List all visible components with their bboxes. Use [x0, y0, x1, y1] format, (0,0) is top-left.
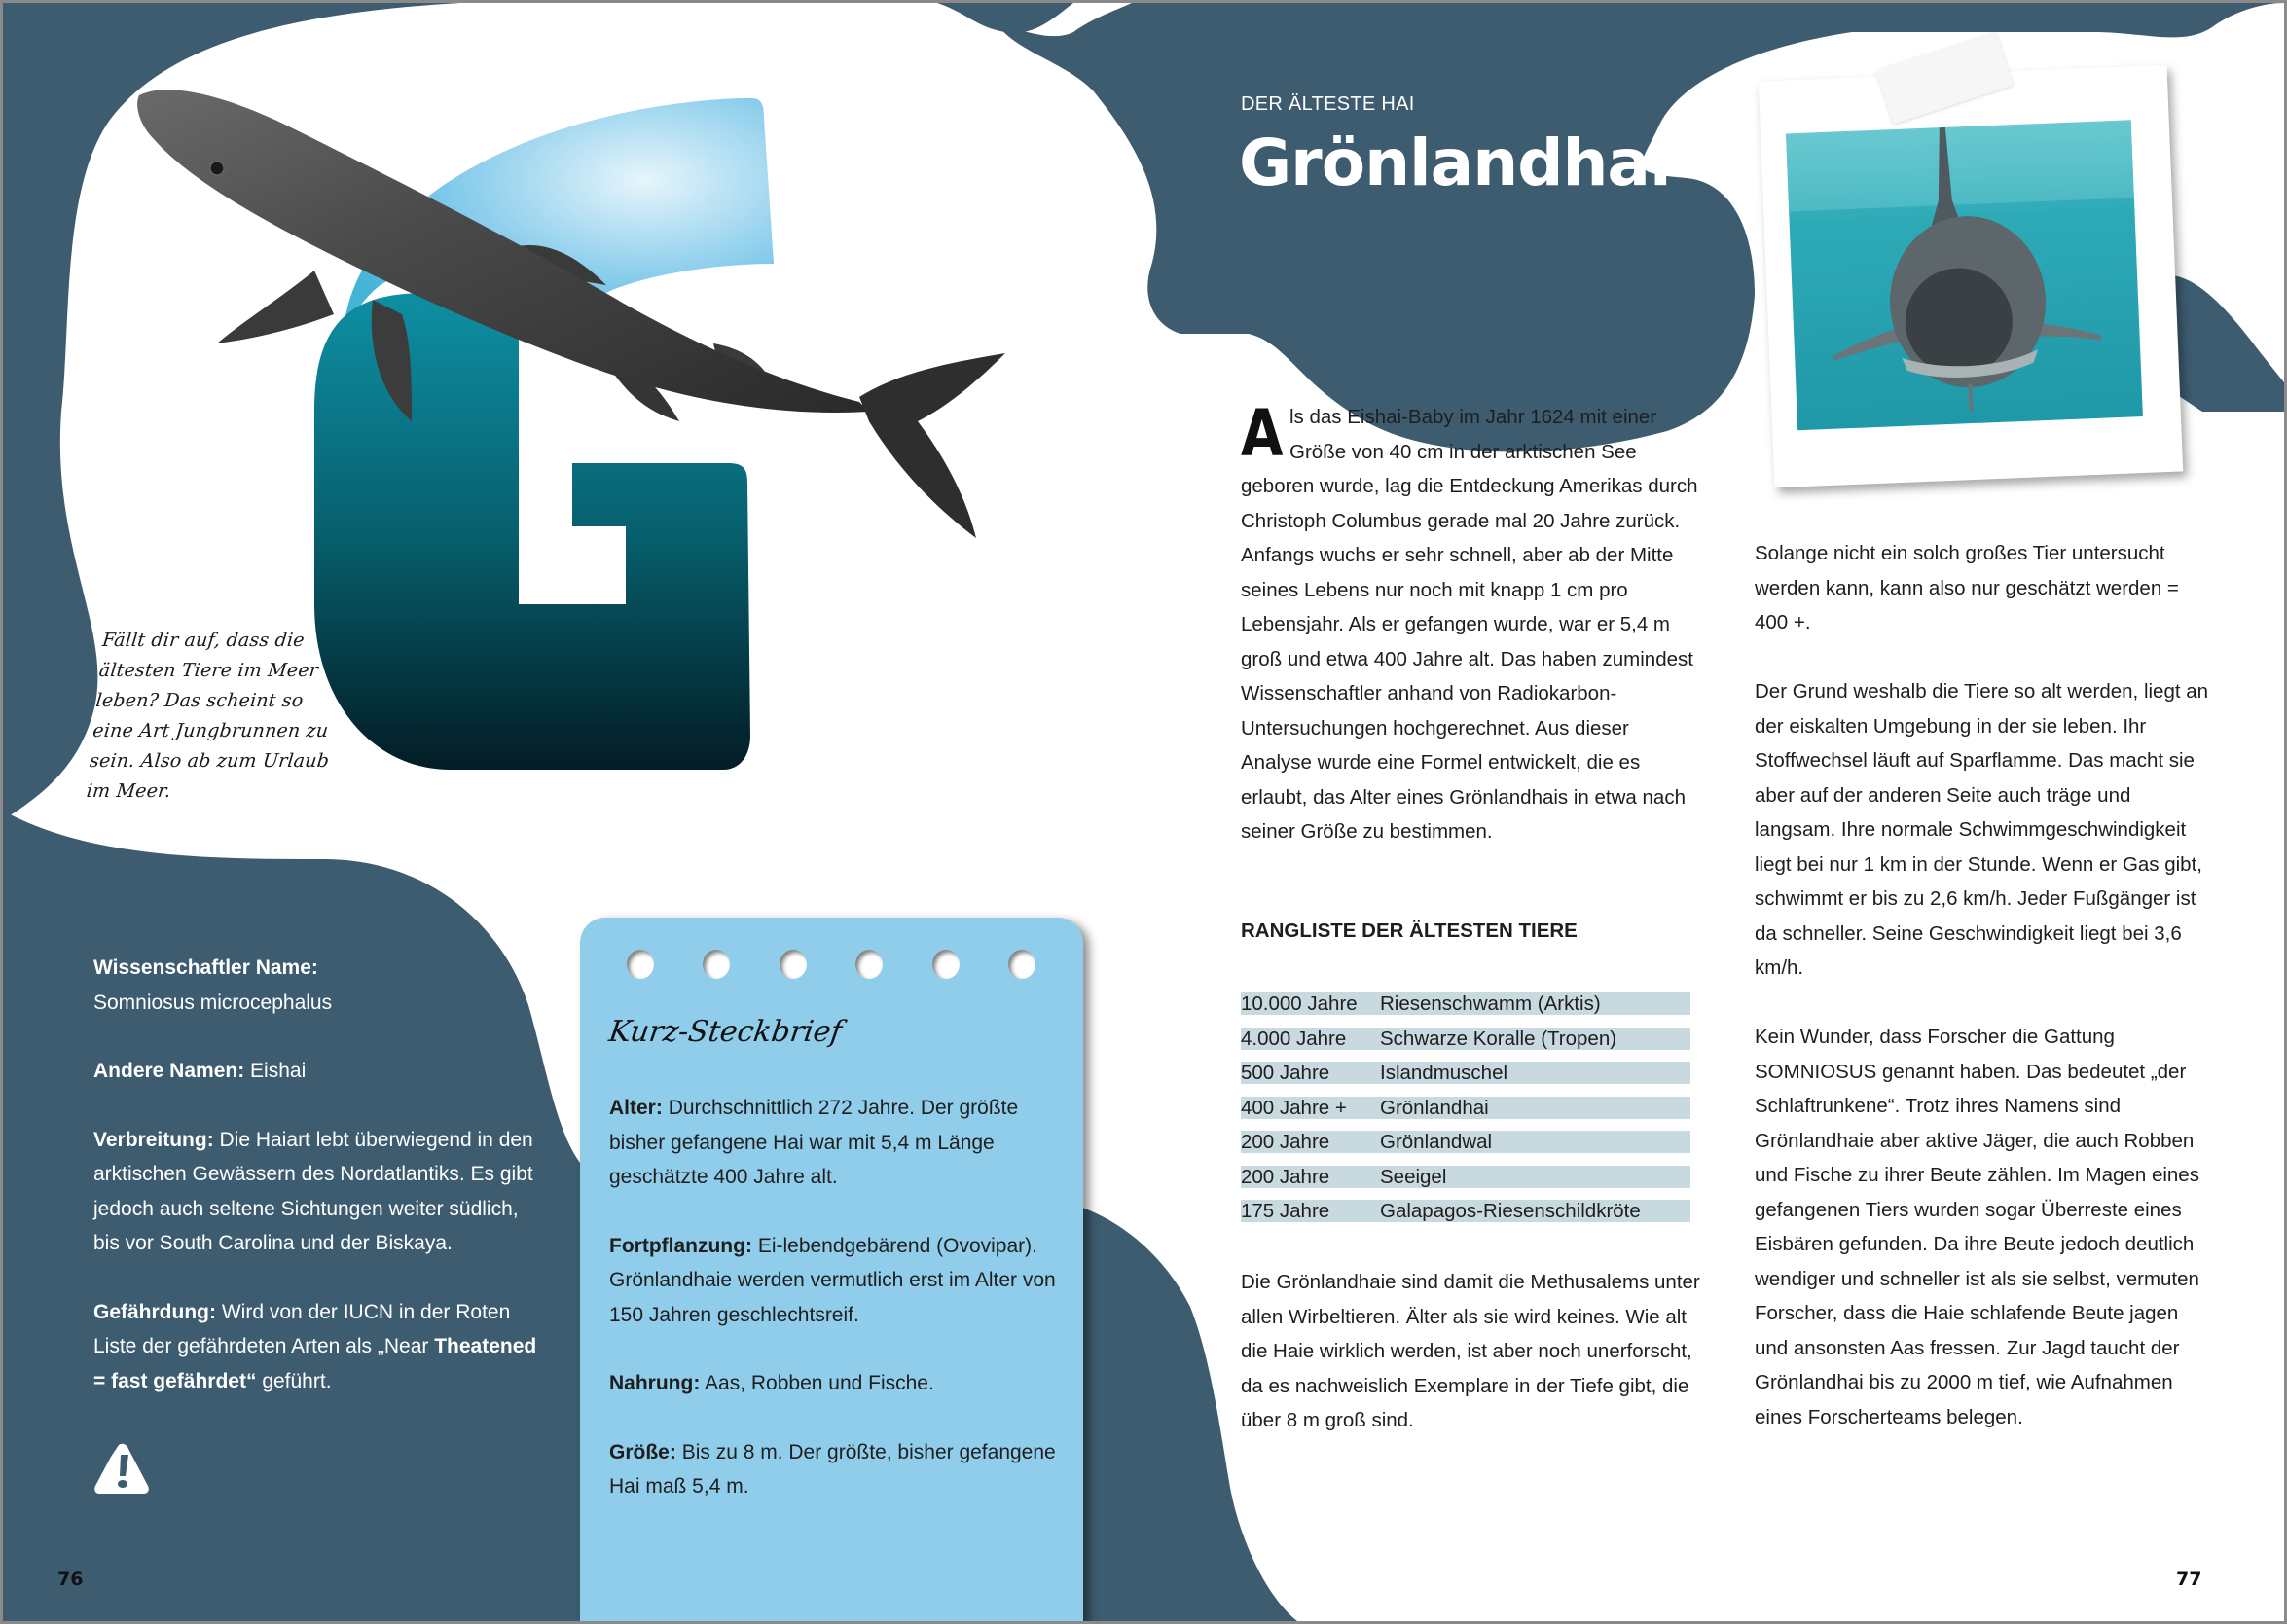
- article-column-1-outro: [1241, 1265, 1703, 1472]
- article-column-1: [1241, 396, 1703, 884]
- ranking-title: RANGLISTE DER ÄLTESTEN TIERE: [1241, 920, 1578, 942]
- shark-illustration: [120, 71, 1093, 616]
- info-distribution: Verbreitung: Die Haiart lebt überwiegend in den arktischen Gewässern des Nordatlantiks. Es gibt jedoch auch seltene Sichtungen weiter südlich, bis vor South Carolina und der Biskaya.: [93, 1128, 533, 1254]
- greenland-shark-photo: [1786, 120, 2143, 430]
- info-threat-status: Gefährdung: Wird von der IUCN in der Roten Liste der gefährdeten Arten als „Near Theatened = fast gefährdet“ geführt.: [93, 1300, 537, 1392]
- paragraph-metabolism: Der Grund weshalb die Tiere so alt werden, liegt an der eiskalten Umgebung in der sie leben. Ihr Stoffwechsel läuft auf Sparflamme. Das macht sie aber auf der anderen Seite auch träge und langsam. Ihre normale Schwimmgeschwindigkeit liegt bei nur 1 km in der Stunde. Wenn er Gas gibt, schwimmt er bis zu 2,6 km/h. Jeder Fußgänger ist da schneller. Seine Geschwindigkeit liegt bei 3,6 km/h.: [1755, 680, 2209, 979]
- polaroid-frame: [1759, 65, 2183, 488]
- info-other-names: Andere Namen: Eishai: [93, 1060, 307, 1082]
- notepad-hole: [780, 950, 807, 979]
- fact-card-title: Kurz-Steckbrief: [606, 1015, 845, 1049]
- outro-paragraph: Die Grönlandhaie sind damit die Methusalems unter allen Wirbeltieren. Älter als sie wird keines. Wie alt die Haie wirklich werden, ist aber noch unerforscht, da es nachweislich Exemplare in der Tiefe gibt, die über 8 m groß sind.: [1241, 1271, 1700, 1431]
- ranking-row: 400 Jahre + Grönlandhai: [1241, 1097, 1690, 1119]
- paragraph-somniosus: Kein Wunder, dass Forscher die Gattung SOMNIOSUS genannt haben. Das bedeutet „der Schlaftrunkene“. Trotz ihres Namens sind Grönlandhaie aber aktive Jäger, die auch Robben und Fische zu ihrer Beute zählen. Im Magen eines gefangenen Tiers wurden sogar Überreste eines Eisbären gefunden. Da ihre Beute jedoch deutlich wendiger und schneller ist als sie selbst, vermuten Forscher, dass die Haie schlafende Beute jagen und ansonsten Aas fressen. Zur Jagd taucht der Grönlandhai bis zu 2000 m tief, wie Aufnahmen eines Forscherteams belegen.: [1755, 1026, 2199, 1428]
- fact-size: Größe: Bis zu 8 m. Der größte, bisher gefangene Hai maß 5,4 m.: [609, 1440, 1056, 1498]
- article-column-2: [1755, 536, 2212, 1469]
- drop-cap: A: [1241, 396, 1284, 471]
- ranking-row: 4.000 Jahre Schwarze Koralle (Tropen): [1241, 1028, 1690, 1050]
- handwritten-note: Fällt dir auf, dass die ältesten Tiere im Meer leben? Das scheint so eine Art Jungbrunnen zu sein. Also ab zum Urlaub im Meer.: [85, 630, 331, 802]
- intro-paragraph: Als das Eishai-Baby im Jahr 1624 mit einer Größe von 40 cm in der arktischen See geboren wurde, lag die Entdeckung Amerikas durch Christoph Columbus gerade mal 20 Jahre zurück. Anfangs wuchs er sehr schnell, aber ab der Mitte seines Lebens nur noch mit knapp 1 cm pro Lebensjahr. Als er gefangen wurde, war er 5,4 m groß und etwa 400 Jahre alt. Das haben zumindest Wissenschaftler anhand von Radiokarbon-Untersuchungen hochgerechnet. Aus dieser Analyse wurde eine Formel entwickelt, die es erlaubt, das Alter eines Grönlandhais in etwa nach seiner Größe zu bestimmen.: [1241, 396, 1698, 843]
- ranking-row: 500 Jahre Islandmuschel: [1241, 1062, 1690, 1084]
- paragraph-estimate: Solange nicht ein solch großes Tier untersucht werden kann, kann also nur geschätzt werden = 400 +.: [1755, 542, 2179, 633]
- fact-card-body: [609, 1091, 1071, 1538]
- fact-age: Alter: Durchschnittlich 272 Jahre. Der größte bisher gefangene Hai war mit 5,4 m Länge geschätzte 400 Jahre alt.: [609, 1097, 1019, 1188]
- notepad-hole: [855, 950, 883, 979]
- notepad-hole: [1008, 950, 1035, 979]
- ranking-table: [1241, 992, 1690, 1235]
- ranking-row: 200 Jahre Seeigel: [1241, 1166, 1690, 1188]
- fact-diet: Nahrung: Aas, Robben und Fische.: [609, 1372, 934, 1394]
- ranking-row: 200 Jahre Grönlandwal: [1241, 1131, 1690, 1153]
- notepad-hole: [627, 950, 654, 979]
- book-spread: [3, 3, 2284, 1621]
- notepad-hole: [703, 950, 730, 979]
- page-number-left: 76: [57, 1569, 84, 1590]
- ranking-row: 175 Jahre Galapagos-Riesenschildkröte: [1241, 1200, 1690, 1222]
- article-title: Grönlandhai: [1239, 126, 1671, 200]
- notepad-holes: [627, 950, 1035, 979]
- ranking-row: 10.000 Jahre Riesenschwamm (Arktis): [1241, 992, 1690, 1015]
- fact-card: [580, 918, 1083, 1621]
- warning-triangle-icon: [93, 1443, 150, 1494]
- fact-reproduction: Fortpflanzung: Ei-lebendgebärend (Ovovipar). Grönlandhaie werden vermutlich erst im Alter von 150 Jahren geschlechtsreif.: [609, 1234, 1056, 1326]
- info-scientific-name: Wissenschaftler Name: Somniosus microcephalus: [93, 956, 333, 1014]
- species-info: [93, 951, 541, 1432]
- shark-front-view: [1786, 120, 2143, 430]
- notepad-hole: [932, 950, 960, 979]
- article-kicker: DER ÄLTESTE HAI: [1241, 93, 1415, 115]
- page-number-right: 77: [2176, 1569, 2202, 1590]
